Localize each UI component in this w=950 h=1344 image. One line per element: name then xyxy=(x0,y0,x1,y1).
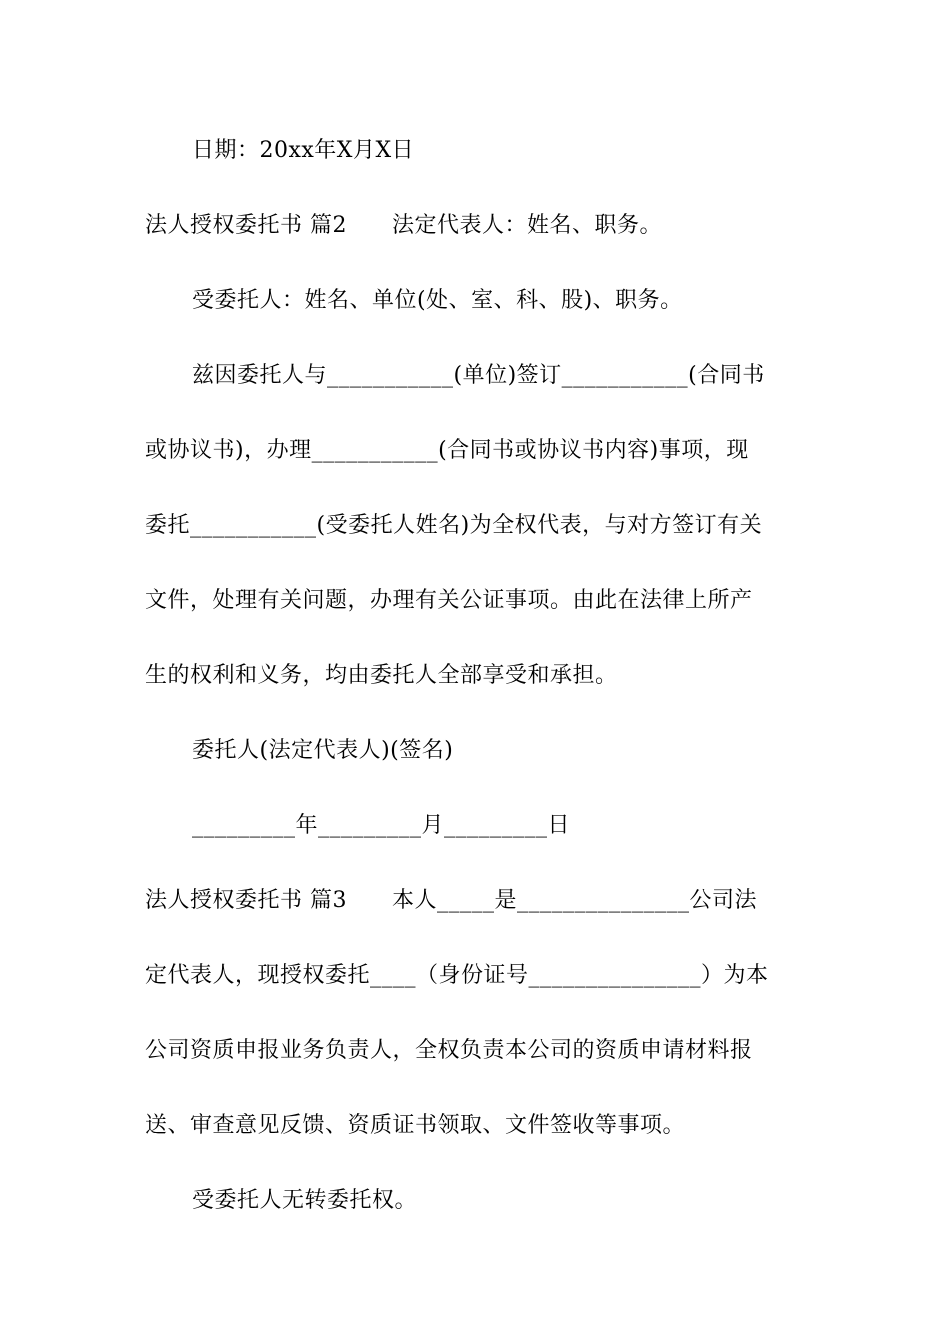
paragraph-line: 公司资质申报业务负责人，全权负责本公司的资质申请材料报 xyxy=(145,1038,753,1063)
paragraph-line: 送、审查意见反馈、资质证书领取、文件签收等事项。 xyxy=(145,1113,686,1138)
paragraph-line: 生的权利和义务，均由委托人全部享受和承担。 xyxy=(145,663,618,688)
paragraph-line: 文件，处理有关问题，办理有关公证事项。由此在法律上所产 xyxy=(145,588,753,613)
date-line: 日期：20xx年X月X日 xyxy=(192,138,415,163)
section-heading-2: 法人授权委托书 篇2 法定代表人：姓名、职务。 xyxy=(145,213,662,238)
date-blank-line: _________年_________月_________日 xyxy=(192,813,571,838)
section-heading-3: 法人授权委托书 篇3 本人_____是_______________公司法 xyxy=(145,888,757,913)
paragraph-line: 受委托人：姓名、单位(处、室、科、股)、职务。 xyxy=(192,288,683,313)
paragraph-line: 或协议书)，办理___________(合同书或协议书内容)事项，现 xyxy=(145,438,749,463)
signature-line: 委托人(法定代表人)(签名) xyxy=(192,738,454,763)
paragraph-line: 委托___________(受委托人姓名)为全权代表，与对方签订有关 xyxy=(145,513,763,538)
paragraph-line: 定代表人，现授权委托____（身份证号_______________）为本 xyxy=(145,963,769,988)
paragraph-line: 兹因委托人与___________(单位)签订___________(合同书 xyxy=(192,363,765,388)
paragraph-line: 受委托人无转委托权。 xyxy=(192,1188,418,1213)
